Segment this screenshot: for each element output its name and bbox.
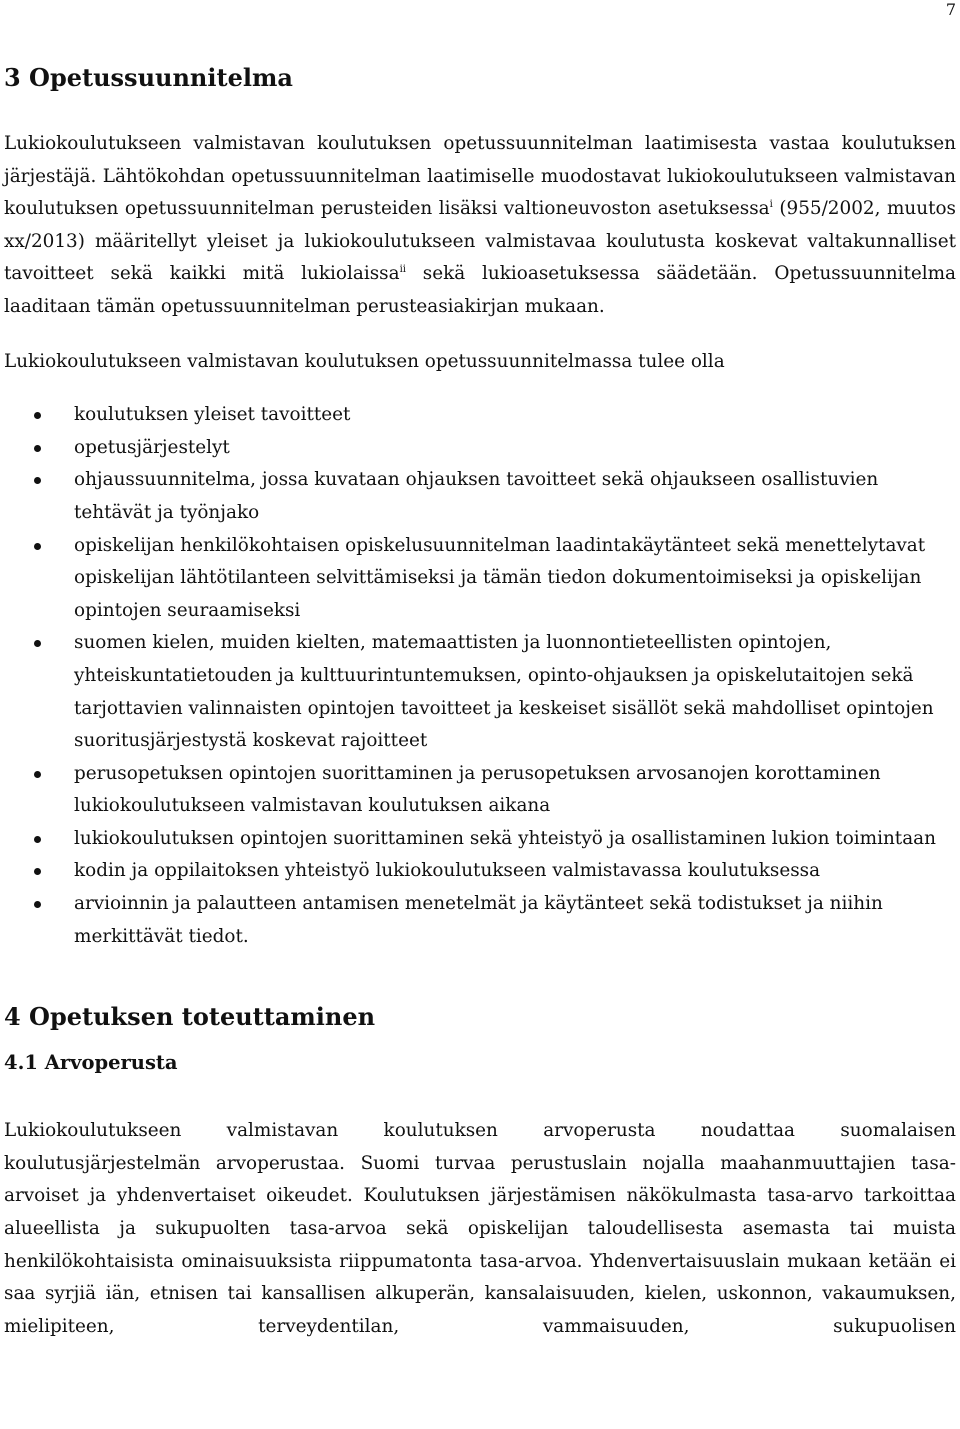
document-body xyxy=(4,58,956,1343)
list-item: suomen kielen, muiden kielten, matemaattisten ja luonnontieteellisten opintojen, yhteiskuntatietouden ja kulttuurintuntemuksen, opinto-ohjauksen ja opiskelutaitojen sekä tarjottavien valinnaisten opintojen tavoitteet ja keskeiset sisällöt sekä mahdolliset opintojen suoritusjärjestystä koskevat rajoitteet xyxy=(4,627,956,757)
requirements-list xyxy=(4,399,956,953)
footnote-ref-ii: ii xyxy=(399,264,406,276)
list-item: koulutuksen yleiset tavoitteet xyxy=(4,399,956,432)
list-item: arvioinnin ja palautteen antamisen menetelmät ja käytänteet sekä todistukset ja niihin merkittävät tiedot. xyxy=(4,888,956,953)
list-item: lukiokoulutuksen opintojen suorittaminen sekä yhteistyö ja osallistaminen lukion toimintaan xyxy=(4,823,956,856)
paragraph-text-part-2: (955/2002, muutos xx/2013) määritellyt yleiset ja lukiokoulutukseen valmistavaa koulutusta koskevat valtakunnalliset tavoitteet sekä kaikki mitä lukiolaissa xyxy=(4,198,956,285)
footnote-ref-i: i xyxy=(769,199,773,211)
section-4-1-paragraph: Lukiokoulutukseen valmistavan koulutuksen arvoperusta noudattaa suomalaisen koulutusjärjestelmän arvoperustaa. Suomi turvaa perustuslain nojalla maahanmuuttajien tasa-arvoiset ja yhdenvertaiset oikeudet. Koulutuksen järjestämisen näkökulmasta tasa-arvo tarkoittaa alueellista ja sukupuolten tasa-arvoa sekä opiskelijan taloudellisesta asemasta tai muista henkilökohtaisista ominaisuuksista riippumatonta tasa-arvoa. Yhdenvertaisuuslain mukaan ketään ei saa syrjiä iän, etnisen tai kansallisen alkuperän, kansalaisuuden, kielen, uskonnon, vakaumuksen, mielipiteen, terveydentilan, vammaisuuden, sukupuolisen xyxy=(4,1120,956,1337)
list-item: kodin ja oppilaitoksen yhteistyö lukiokoulutukseen valmistavassa koulutuksessa xyxy=(4,855,956,888)
section-4-heading: 4 Opetuksen toteuttaminen xyxy=(4,1002,376,1032)
list-item: ohjaussuunnitelma, jossa kuvataan ohjauksen tavoitteet sekä ohjaukseen osallistuvien tehtävät ja työnjako xyxy=(4,464,956,529)
section-3-heading: 3 Opetussuunnitelma xyxy=(4,63,293,92)
list-item: perusopetuksen opintojen suorittaminen ja perusopetuksen arvosanojen korottaminen lukiokoulutukseen valmistavan koulutuksen aikana xyxy=(4,758,956,823)
page-number: 7 xyxy=(945,0,956,19)
paragraph-text-part-3: sekä lukioasetuksessa säädetään. Opetussuunnitelma laaditaan tämän opetussuunnitelman perusteasiakirjan mukaan. xyxy=(4,263,956,317)
list-intro: Lukiokoulutukseen valmistavan koulutuksen opetussuunnitelmassa tulee olla xyxy=(4,350,725,372)
list-item: opetusjärjestelyt xyxy=(4,432,956,465)
paragraph-text-part-1: Lukiokoulutukseen valmistavan koulutuksen opetussuunnitelman laatimisesta vastaa koulutuksen järjestäjä. Lähtökohdan opetussuunnitelman laatimiselle muodostavat lukiokoulutukseen valmistavan koulutuksen opetussuunnitelman perusteiden lisäksi valtioneuvoston asetuksessa xyxy=(4,133,956,220)
section-4-1-heading: 4.1 Arvoperusta xyxy=(4,1051,178,1075)
list-item: opiskelijan henkilökohtaisen opiskelusuunnitelman laadintakäytänteet sekä menettelytavat opiskelijan lähtötilanteen selvittämiseksi ja tämän tiedon dokumentoimiseksi ja opiskelijan opintojen seuraamiseksi xyxy=(4,530,956,628)
section-3-paragraph xyxy=(4,128,956,324)
